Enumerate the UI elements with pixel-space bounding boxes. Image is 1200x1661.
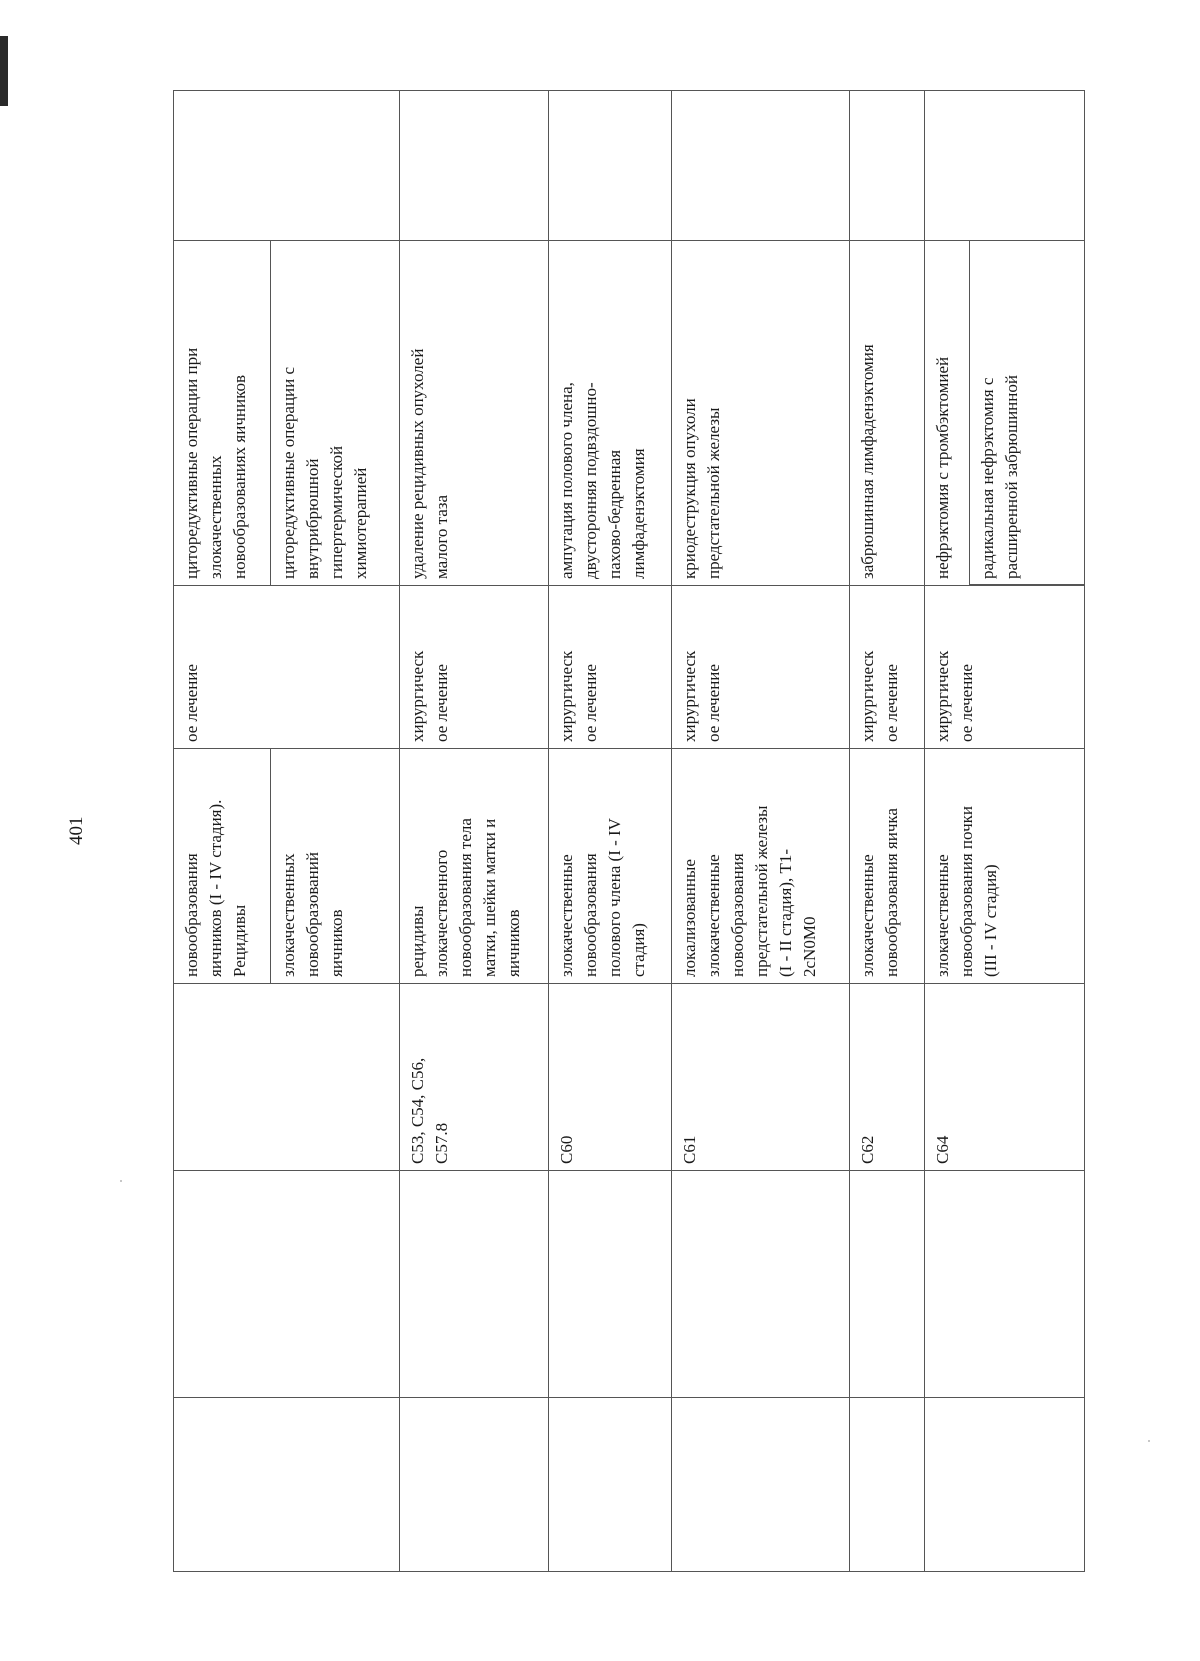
- cell-method: [549, 91, 671, 241]
- scan-speck: [120, 1180, 122, 1182]
- code-text: C64: [933, 1135, 952, 1164]
- diagnosis-text: локализованные злокачественные новообразования предстательной железы (I - II стадия), T1- 2cN0M0: [680, 805, 819, 977]
- cell-operations: [925, 241, 1084, 586]
- operation-text: удаление рецидивных опухолей малого таза: [408, 348, 451, 579]
- cell-code: [672, 984, 849, 1171]
- cell-group: [174, 1171, 399, 1398]
- code-text: C53, C54, C56, C57.8: [408, 1057, 451, 1164]
- cell-operations: [174, 241, 399, 586]
- scan-edge-mark: [0, 36, 8, 106]
- treatment-text: хирургическ ое лечение: [933, 650, 976, 742]
- cell-diagnosis: [925, 749, 1084, 984]
- cell-operations: [672, 241, 849, 586]
- cell-number: [850, 1398, 924, 1571]
- subcell-diagnosis: [174, 749, 270, 983]
- cell-group: [672, 1171, 849, 1398]
- cell-treatment: [174, 586, 399, 749]
- cell-treatment: [549, 586, 671, 749]
- medical-procedures-table: [173, 90, 1085, 1572]
- cell-method: [672, 91, 849, 241]
- cell-code: [549, 984, 671, 1171]
- cell-group: [400, 1171, 548, 1398]
- table-row: [671, 91, 849, 1571]
- treatment-text: хирургическ ое лечение: [680, 650, 723, 742]
- cell-operations: [400, 241, 548, 586]
- cell-treatment: [400, 586, 548, 749]
- treatment-text: хирургическ ое лечение: [858, 650, 901, 742]
- cell-treatment: [672, 586, 849, 749]
- cell-code: [925, 984, 1084, 1171]
- cell-diagnosis: [549, 749, 671, 984]
- treatment-text: хирургическ ое лечение: [557, 650, 600, 742]
- diagnosis-text: рецидивы злокачественного новообразования тела матки, шейки матки и яичников: [408, 818, 523, 977]
- table-row: [399, 91, 548, 1571]
- code-text: C60: [557, 1135, 576, 1164]
- cell-method: [850, 91, 924, 241]
- diagnosis-text: злокачественные новообразования полового члена (I - IV стадия): [557, 818, 648, 977]
- cell-group: [925, 1171, 1084, 1398]
- diagnosis-text: злокачественные новообразования почки (III - IV стадия): [933, 806, 1000, 977]
- cell-number: [672, 1398, 849, 1571]
- cell-method: [400, 91, 548, 241]
- cell-operations: [850, 241, 924, 586]
- code-text: C61: [680, 1135, 699, 1164]
- table-row: [849, 91, 924, 1571]
- treatment-text: ое лечение: [182, 664, 201, 742]
- cell-treatment: [925, 586, 1084, 749]
- operation-text: ампутация полового члена, двусторонняя подвздошно- пахово-бедренная лимфаденэктомия: [557, 382, 648, 579]
- diagnosis-text: злокачественные новообразования яичка: [858, 808, 901, 977]
- cell-group: [549, 1171, 671, 1398]
- diagnosis-text: злокачественных новообразований яичников: [279, 852, 346, 977]
- operation-text: циторедуктивные операции с внутрибрюшной гипертермической химиотерапией: [279, 366, 370, 579]
- cell-code: [400, 984, 548, 1171]
- cell-number: [925, 1398, 1084, 1571]
- table-row: [924, 91, 1084, 1571]
- cell-number: [400, 1398, 548, 1571]
- table-row: [174, 91, 399, 1571]
- cell-diagnosis: [672, 749, 849, 984]
- cell-treatment: [850, 586, 924, 749]
- subcell-operation: [270, 241, 399, 585]
- cell-number: [549, 1398, 671, 1571]
- cell-method: [174, 91, 399, 241]
- cell-group: [850, 1171, 924, 1398]
- cell-diagnosis: [174, 749, 399, 984]
- cell-method: [925, 91, 1084, 241]
- scan-speck: [1148, 1440, 1150, 1442]
- subcell-operation: [174, 241, 270, 585]
- code-text: C62: [858, 1135, 877, 1164]
- subcell-operation: [925, 241, 969, 585]
- cell-code: [174, 984, 399, 1171]
- operation-text: радикальная нефрэктомия с расширенной забрюшинной: [978, 375, 1021, 579]
- diagnosis-text: новообразования яичников (I - IV стадия). Рецидивы: [182, 799, 249, 977]
- treatment-text: хирургическ ое лечение: [408, 650, 451, 742]
- cell-diagnosis: [850, 749, 924, 984]
- cell-code: [850, 984, 924, 1171]
- subcell-diagnosis: [270, 749, 399, 983]
- operation-text: криодеструкция опухоли предстательной железы: [680, 398, 723, 579]
- operation-text: забрюшинная лимфаденэктомия: [858, 344, 877, 579]
- cell-operations: [549, 241, 671, 586]
- cell-diagnosis: [400, 749, 548, 984]
- subcell-operation: [969, 241, 1084, 585]
- page-number: 401: [66, 816, 87, 845]
- operation-text: нефрэктомия с тромбэктомией: [933, 356, 952, 579]
- operation-text: циторедуктивные операции при злокачественных новообразованиях яичников: [182, 347, 249, 579]
- cell-number: [174, 1398, 399, 1571]
- table-row: [548, 91, 671, 1571]
